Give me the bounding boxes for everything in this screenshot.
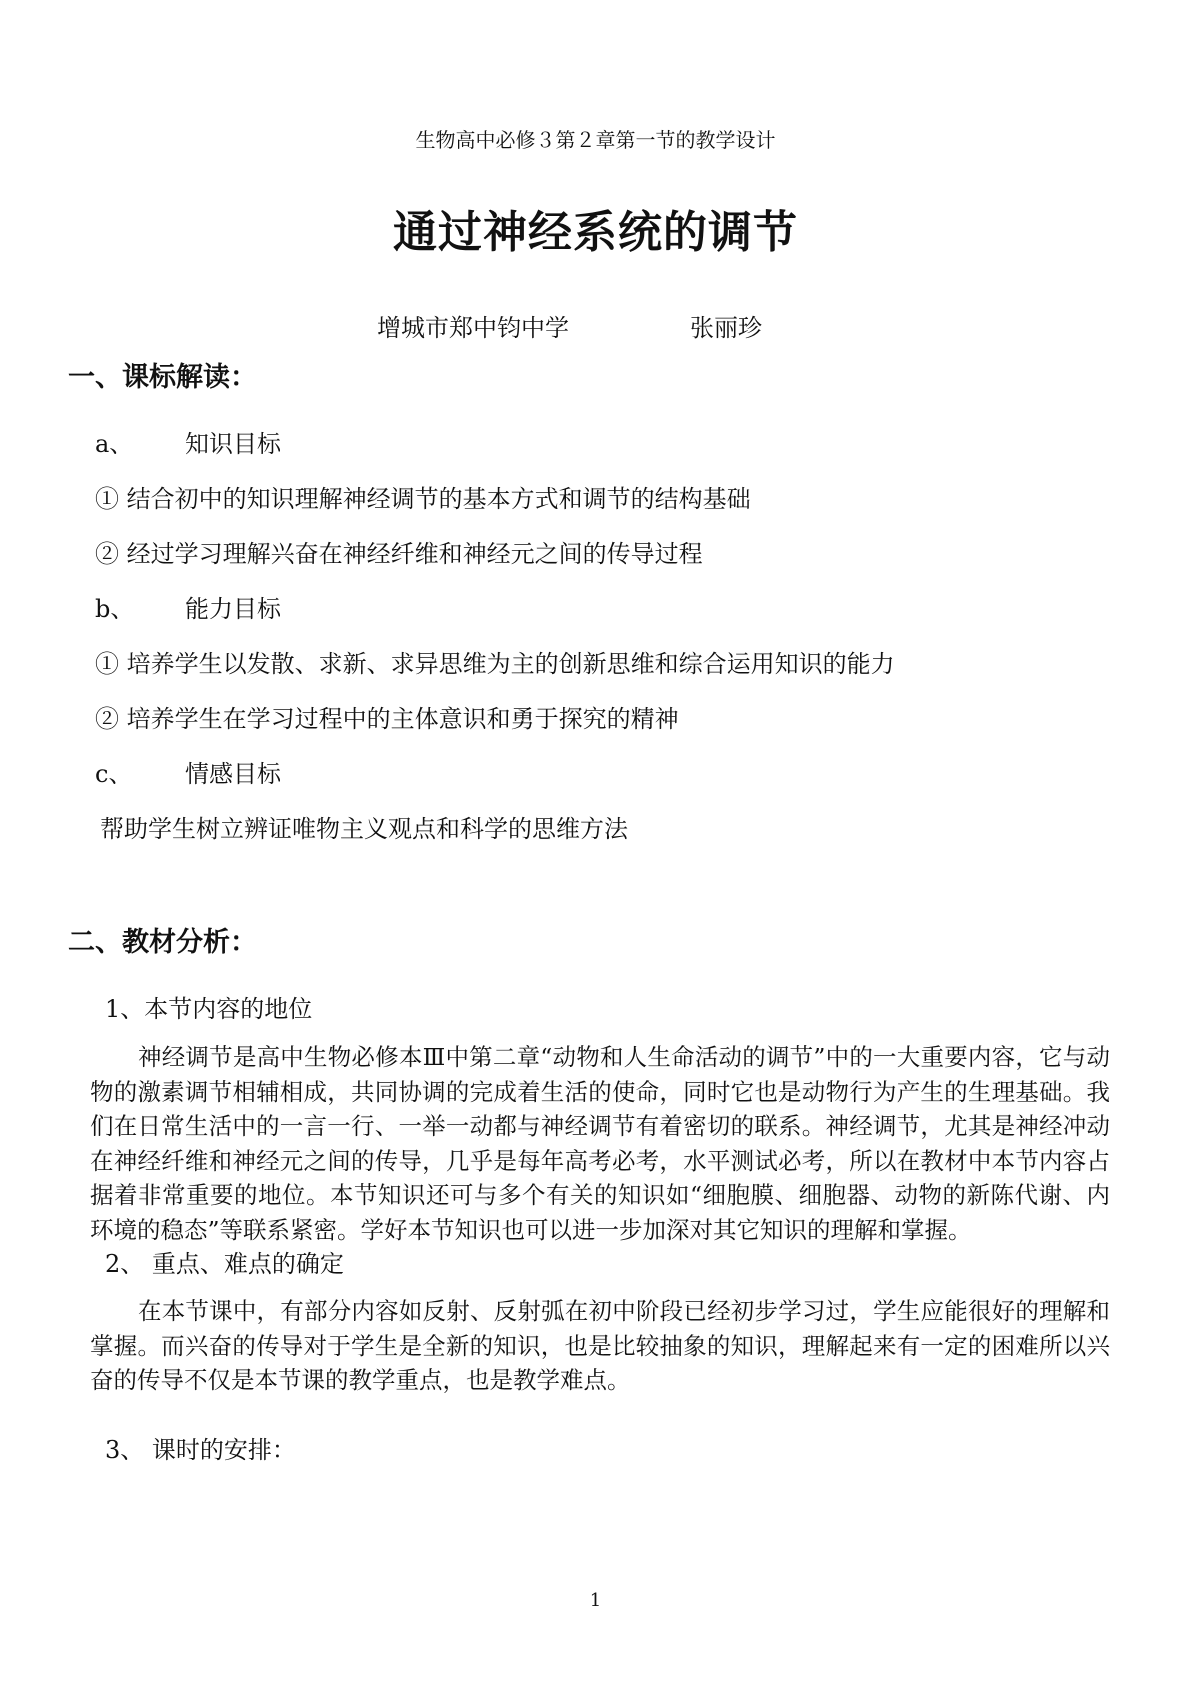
goal-c-label: c、	[95, 760, 133, 788]
materials-item-1: 1、本节内容的地位	[105, 995, 313, 1023]
section-heading-curriculum: 一、课标解读：	[68, 362, 257, 393]
goal-a-text: 知识目标	[185, 430, 281, 458]
goal-c-item-1: 帮助学生树立辨证唯物主义观点和科学的思维方法	[100, 815, 628, 843]
materials-item-3: 3、 课时的安排：	[105, 1436, 296, 1464]
goal-b-label: b、	[95, 595, 135, 623]
school-name: 增城市郑中钧中学	[377, 314, 569, 342]
materials-item-2: 2、 重点、难点的确定	[105, 1250, 344, 1278]
goal-b-item-1: ① 培养学生以发散、求新、求异思维为主的创新思维和综合运用知识的能力	[95, 650, 895, 678]
page-title: 通过神经系统的调节	[393, 207, 798, 258]
goal-c-text: 情感目标	[185, 760, 281, 788]
section-heading-materials: 二、教材分析：	[68, 927, 257, 958]
goal-b-item-2: ② 培养学生在学习过程中的主体意识和勇于探究的精神	[95, 705, 679, 733]
paragraph-key-points: 在本节课中，有部分内容如反射、反射弧在初中阶段已经初步学习过，学生应能很好的理解和掌握。而兴奋的传导对于学生是全新的知识，也是比较抽象的知识，理解起来有一定的困难所以兴奋的传导不仅是本节课的教学重点，也是教学难点。	[90, 1297, 1110, 1394]
author-name: 张丽珍	[690, 314, 762, 342]
goal-c	[95, 754, 281, 789]
document-subtitle: 生物高中必修３第２章第一节的教学设计	[415, 128, 776, 152]
goal-b	[95, 589, 281, 624]
goal-a-item-1: ① 结合初中的知识理解神经调节的基本方式和调节的结构基础	[95, 485, 751, 513]
goal-a-label: a、	[95, 430, 134, 458]
paragraph-position: 神经调节是高中生物必修本Ⅲ中第二章“动物和人生命活动的调节”中的一大重要内容，它与动物的激素调节相辅相成，共同协调的完成着生活的使命，同时它也是动物行为产生的生理基础。我们在日常生活中的一言一行、一举一动都与神经调节有着密切的联系。神经调节，尤其是神经冲动在神经纤维和神经元之间的传导，几乎是每年高考必考，水平测试必考，所以在教材中本节内容占据着非常重要的地位。本节知识还可与多个有关的知识如“细胞膜、细胞器、动物的新陈代谢、内环境的稳态”等联系紧密。学好本节知识也可以进一步加深对其它知识的理解和掌握。	[90, 1043, 1110, 1244]
page-number: 1	[589, 1590, 602, 1611]
goal-a	[95, 424, 281, 459]
goal-b-text: 能力目标	[185, 595, 281, 623]
goal-a-item-2: ② 经过学习理解兴奋在神经纤维和神经元之间的传导过程	[95, 540, 703, 568]
